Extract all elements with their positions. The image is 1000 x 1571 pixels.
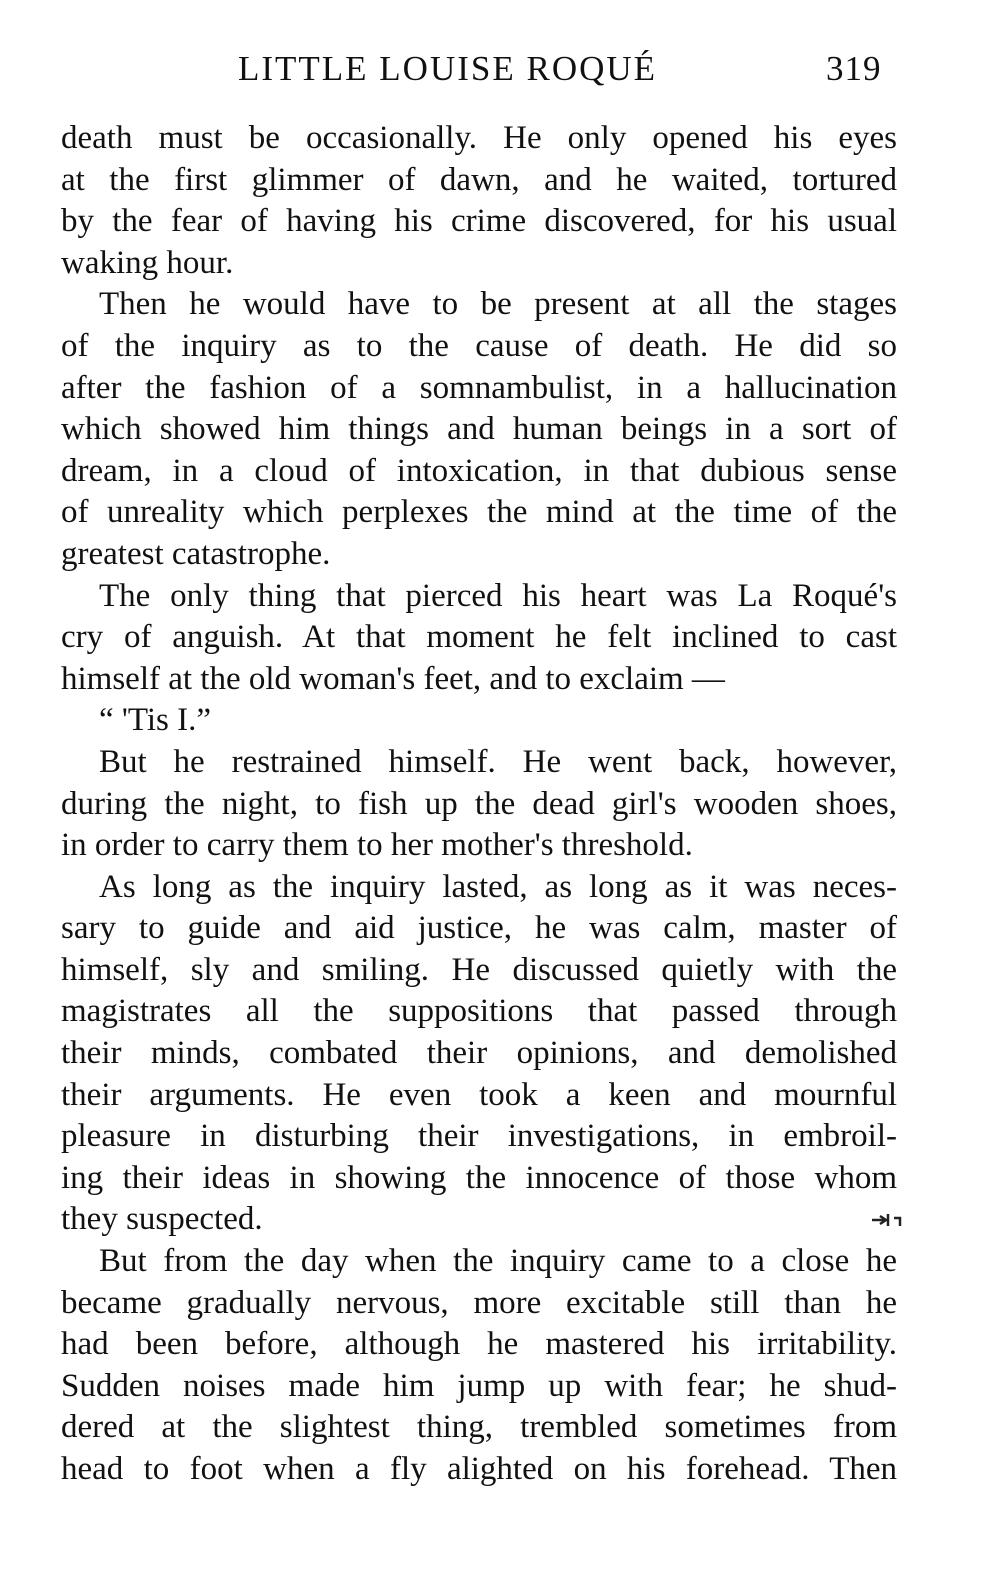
text-line: dream, in a cloud of intoxication, in that dubious sense xyxy=(61,452,897,489)
text-line: The only thing that pierced his heart was La Roqué's xyxy=(99,577,897,614)
page-number: 319 xyxy=(826,49,882,88)
page-header xyxy=(0,44,1000,94)
text-line: dered at the slightest thing, trembled sometimes from xyxy=(61,1409,897,1446)
text-line: sary to guide and aid justice, he was calm, master of xyxy=(61,910,897,947)
text-line: But from the day when the inquiry came to a close he xyxy=(99,1243,897,1280)
text-line: their arguments. He even took a keen and mournful xyxy=(61,1076,897,1113)
text-line: their minds, combated their opinions, and demolished xyxy=(61,1035,897,1072)
text-line: had been before, although he mastered his irritability. xyxy=(61,1326,897,1363)
paragraph xyxy=(61,700,897,742)
text-line: during the night, to fish up the dead girl's wooden shoes, xyxy=(61,785,897,822)
text-line: after the fashion of a somnambulist, in a hallucination xyxy=(61,369,897,406)
text-line: of unreality which perplexes the mind at the time of the xyxy=(61,494,897,531)
paragraph xyxy=(61,118,897,284)
text-line: at the first glimmer of dawn, and he waited, tortured xyxy=(61,161,897,198)
paragraph xyxy=(61,867,897,1241)
text-line: As long as the inquiry lasted, as long as it was neces- xyxy=(99,868,897,905)
text-line: head to foot when a fly alighted on his forehead. Then xyxy=(61,1451,897,1487)
text-line: in order to carry them to her mother's threshold. xyxy=(61,827,693,864)
text-line: they suspected. xyxy=(61,1201,263,1238)
paragraph xyxy=(61,576,897,701)
text-line: magistrates all the suppositions that passed through xyxy=(61,993,897,1030)
paragraph xyxy=(61,284,897,575)
text-line: Sudden noises made him jump up with fear; he shud- xyxy=(61,1367,897,1404)
text-line: himself at the old woman's feet, and to exclaim — xyxy=(61,660,725,697)
text-line: pleasure in disturbing their investigations, in embroil- xyxy=(61,1118,897,1155)
text-line: But he restrained himself. He went back, however, xyxy=(99,743,897,780)
text-line: ing their ideas in showing the innocence of those whom xyxy=(61,1159,897,1196)
text-line: by the fear of having his crime discovered, for his usual xyxy=(61,203,897,240)
text-line: himself, sly and smiling. He discussed quietly with the xyxy=(61,951,897,988)
text-line: Then he would have to be present at all the stages xyxy=(99,286,897,323)
text-line: became gradually nervous, more excitable still than he xyxy=(61,1284,897,1321)
text-line: which showed him things and human beings in a sort of xyxy=(61,411,897,448)
paragraph xyxy=(61,1241,897,1491)
text-line: waking hour. xyxy=(61,244,234,281)
text-line: “ 'Tis I.” xyxy=(99,702,211,739)
scan-artifact-mark xyxy=(870,1210,906,1230)
running-title: LITTLE LOUISE ROQUÉ xyxy=(238,49,658,88)
text-line: cry of anguish. At that moment he felt inclined to cast xyxy=(61,619,897,656)
text-line: of the inquiry as to the cause of death. He did so xyxy=(61,327,897,364)
paragraph xyxy=(61,742,897,867)
body-text xyxy=(61,118,897,1491)
text-line: death must be occasionally. He only opened his eyes xyxy=(61,120,897,156)
text-line: greatest catastrophe. xyxy=(61,535,331,572)
